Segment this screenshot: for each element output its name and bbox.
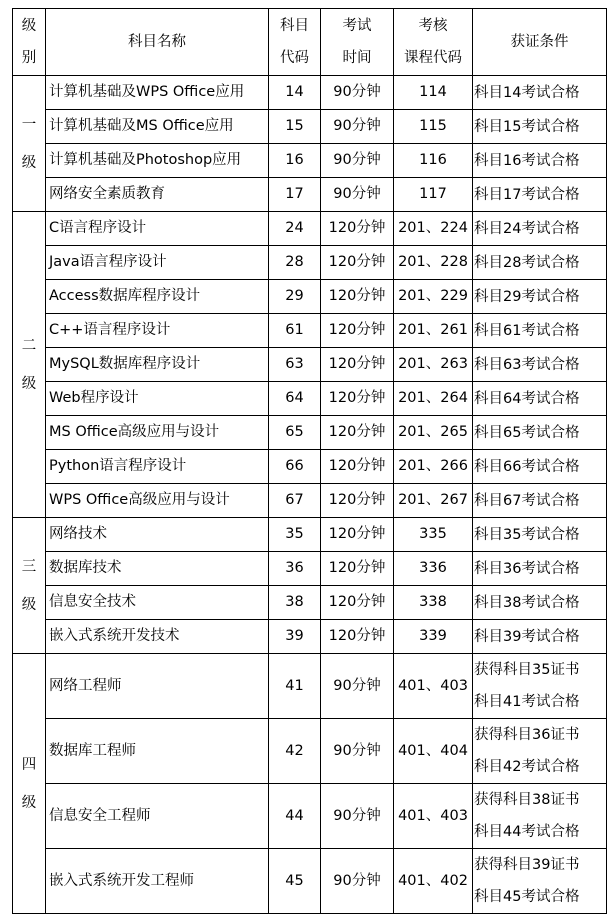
exam-time-cell: 90分钟 bbox=[321, 784, 394, 849]
subject-code-cell: 65 bbox=[269, 416, 321, 450]
course-code-cell: 201、264 bbox=[394, 382, 473, 416]
subject-code-cell: 39 bbox=[269, 620, 321, 654]
exam-time-cell: 90分钟 bbox=[321, 654, 394, 719]
subject-name-cell: 嵌入式系统开发技术 bbox=[46, 620, 269, 654]
table-row bbox=[13, 450, 607, 484]
condition-cell: 科目17考试合格 bbox=[473, 178, 607, 212]
course-code-cell: 116 bbox=[394, 144, 473, 178]
condition-cell: 获得科目35证书 科目41考试合格 bbox=[473, 654, 607, 719]
condition-cell: 获得科目39证书 科目45考试合格 bbox=[473, 849, 607, 914]
table-row bbox=[13, 178, 607, 212]
table-row bbox=[13, 382, 607, 416]
subject-code-cell: 29 bbox=[269, 280, 321, 314]
subject-name-cell: 数据库技术 bbox=[46, 552, 269, 586]
course-code-cell: 201、261 bbox=[394, 314, 473, 348]
exam-time-cell: 90分钟 bbox=[321, 144, 394, 178]
condition-cell: 科目61考试合格 bbox=[473, 314, 607, 348]
subject-code-cell: 14 bbox=[269, 76, 321, 110]
condition-cell: 科目63考试合格 bbox=[473, 348, 607, 382]
table-row bbox=[13, 416, 607, 450]
exam-time-cell: 90分钟 bbox=[321, 719, 394, 784]
header-course-code: 考核 课程代码 bbox=[394, 9, 473, 76]
table-row bbox=[13, 76, 607, 110]
course-code-cell: 201、263 bbox=[394, 348, 473, 382]
table-row bbox=[13, 484, 607, 518]
subject-name-cell: 信息安全工程师 bbox=[46, 784, 269, 849]
subject-name-cell: 计算机基础及Photoshop应用 bbox=[46, 144, 269, 178]
subject-code-cell: 38 bbox=[269, 586, 321, 620]
header-subject-code: 科目 代码 bbox=[269, 9, 321, 76]
exam-time-cell: 120分钟 bbox=[321, 212, 394, 246]
header-subject-name: 科目名称 bbox=[46, 9, 269, 76]
subject-name-cell: Access数据库程序设计 bbox=[46, 280, 269, 314]
table-row bbox=[13, 314, 607, 348]
exam-time-cell: 120分钟 bbox=[321, 246, 394, 280]
course-code-cell: 201、266 bbox=[394, 450, 473, 484]
subject-code-cell: 24 bbox=[269, 212, 321, 246]
exam-time-cell: 120分钟 bbox=[321, 382, 394, 416]
exam-time-cell: 120分钟 bbox=[321, 348, 394, 382]
condition-cell: 科目14考试合格 bbox=[473, 76, 607, 110]
course-code-cell: 339 bbox=[394, 620, 473, 654]
course-code-cell: 201、267 bbox=[394, 484, 473, 518]
course-code-cell: 114 bbox=[394, 76, 473, 110]
condition-cell: 获得科目36证书 科目42考试合格 bbox=[473, 719, 607, 784]
exam-time-cell: 90分钟 bbox=[321, 110, 394, 144]
level-cell: 四 级 bbox=[13, 654, 46, 914]
subject-name-cell: 信息安全技术 bbox=[46, 586, 269, 620]
subject-name-cell: 计算机基础及MS Office应用 bbox=[46, 110, 269, 144]
exam-subjects-table bbox=[12, 8, 607, 914]
subject-name-cell: Web程序设计 bbox=[46, 382, 269, 416]
course-code-cell: 115 bbox=[394, 110, 473, 144]
table-row bbox=[13, 144, 607, 178]
subject-name-cell: 数据库工程师 bbox=[46, 719, 269, 784]
condition-cell: 科目29考试合格 bbox=[473, 280, 607, 314]
condition-cell: 科目35考试合格 bbox=[473, 518, 607, 552]
table-row bbox=[13, 110, 607, 144]
course-code-cell: 401、403 bbox=[394, 654, 473, 719]
condition-cell: 科目67考试合格 bbox=[473, 484, 607, 518]
course-code-cell: 201、228 bbox=[394, 246, 473, 280]
subject-name-cell: MySQL数据库程序设计 bbox=[46, 348, 269, 382]
exam-time-cell: 120分钟 bbox=[321, 450, 394, 484]
exam-time-cell: 120分钟 bbox=[321, 620, 394, 654]
level-cell: 一 级 bbox=[13, 76, 46, 212]
subject-code-cell: 45 bbox=[269, 849, 321, 914]
level-cell: 二 级 bbox=[13, 212, 46, 518]
exam-time-cell: 90分钟 bbox=[321, 76, 394, 110]
subject-name-cell: Java语言程序设计 bbox=[46, 246, 269, 280]
condition-cell: 科目24考试合格 bbox=[473, 212, 607, 246]
table-row bbox=[13, 719, 607, 784]
course-code-cell: 338 bbox=[394, 586, 473, 620]
course-code-cell: 201、265 bbox=[394, 416, 473, 450]
exam-time-cell: 90分钟 bbox=[321, 849, 394, 914]
exam-time-cell: 120分钟 bbox=[321, 586, 394, 620]
condition-cell: 科目39考试合格 bbox=[473, 620, 607, 654]
exam-time-cell: 120分钟 bbox=[321, 518, 394, 552]
course-code-cell: 335 bbox=[394, 518, 473, 552]
subject-code-cell: 67 bbox=[269, 484, 321, 518]
exam-time-cell: 120分钟 bbox=[321, 484, 394, 518]
subject-name-cell: C++语言程序设计 bbox=[46, 314, 269, 348]
condition-cell: 科目15考试合格 bbox=[473, 110, 607, 144]
subject-name-cell: 网络工程师 bbox=[46, 654, 269, 719]
course-code-cell: 336 bbox=[394, 552, 473, 586]
subject-name-cell: Python语言程序设计 bbox=[46, 450, 269, 484]
subject-code-cell: 42 bbox=[269, 719, 321, 784]
header-level: 级 别 bbox=[13, 9, 46, 76]
header-exam-time: 考试 时间 bbox=[321, 9, 394, 76]
subject-code-cell: 63 bbox=[269, 348, 321, 382]
subject-name-cell: 网络安全素质教育 bbox=[46, 178, 269, 212]
table-row bbox=[13, 518, 607, 552]
subject-code-cell: 64 bbox=[269, 382, 321, 416]
subject-name-cell: 嵌入式系统开发工程师 bbox=[46, 849, 269, 914]
exam-time-cell: 120分钟 bbox=[321, 416, 394, 450]
subject-code-cell: 41 bbox=[269, 654, 321, 719]
subject-name-cell: WPS Office高级应用与设计 bbox=[46, 484, 269, 518]
subject-code-cell: 44 bbox=[269, 784, 321, 849]
level-cell: 三 级 bbox=[13, 518, 46, 654]
table-row bbox=[13, 586, 607, 620]
table-row bbox=[13, 654, 607, 719]
course-code-cell: 401、402 bbox=[394, 849, 473, 914]
exam-time-cell: 120分钟 bbox=[321, 314, 394, 348]
condition-cell: 科目28考试合格 bbox=[473, 246, 607, 280]
course-code-cell: 117 bbox=[394, 178, 473, 212]
subject-name-cell: MS Office高级应用与设计 bbox=[46, 416, 269, 450]
condition-cell: 科目64考试合格 bbox=[473, 382, 607, 416]
subject-name-cell: C语言程序设计 bbox=[46, 212, 269, 246]
condition-cell: 科目36考试合格 bbox=[473, 552, 607, 586]
table-header-row bbox=[13, 9, 607, 76]
subject-code-cell: 17 bbox=[269, 178, 321, 212]
table-row bbox=[13, 280, 607, 314]
condition-cell: 科目38考试合格 bbox=[473, 586, 607, 620]
course-code-cell: 201、229 bbox=[394, 280, 473, 314]
table-row bbox=[13, 246, 607, 280]
subject-name-cell: 网络技术 bbox=[46, 518, 269, 552]
subject-code-cell: 61 bbox=[269, 314, 321, 348]
exam-time-cell: 90分钟 bbox=[321, 178, 394, 212]
table-row bbox=[13, 212, 607, 246]
table-row bbox=[13, 348, 607, 382]
subject-code-cell: 35 bbox=[269, 518, 321, 552]
subject-code-cell: 16 bbox=[269, 144, 321, 178]
course-code-cell: 401、403 bbox=[394, 784, 473, 849]
condition-cell: 科目16考试合格 bbox=[473, 144, 607, 178]
exam-time-cell: 120分钟 bbox=[321, 280, 394, 314]
table-row bbox=[13, 620, 607, 654]
subject-code-cell: 28 bbox=[269, 246, 321, 280]
condition-cell: 科目66考试合格 bbox=[473, 450, 607, 484]
subject-name-cell: 计算机基础及WPS Office应用 bbox=[46, 76, 269, 110]
course-code-cell: 201、224 bbox=[394, 212, 473, 246]
condition-cell: 获得科目38证书 科目44考试合格 bbox=[473, 784, 607, 849]
subject-code-cell: 66 bbox=[269, 450, 321, 484]
table-row bbox=[13, 552, 607, 586]
course-code-cell: 401、404 bbox=[394, 719, 473, 784]
table-row bbox=[13, 784, 607, 849]
condition-cell: 科目65考试合格 bbox=[473, 416, 607, 450]
header-condition: 获证条件 bbox=[473, 9, 607, 76]
exam-time-cell: 120分钟 bbox=[321, 552, 394, 586]
subject-code-cell: 15 bbox=[269, 110, 321, 144]
subject-code-cell: 36 bbox=[269, 552, 321, 586]
